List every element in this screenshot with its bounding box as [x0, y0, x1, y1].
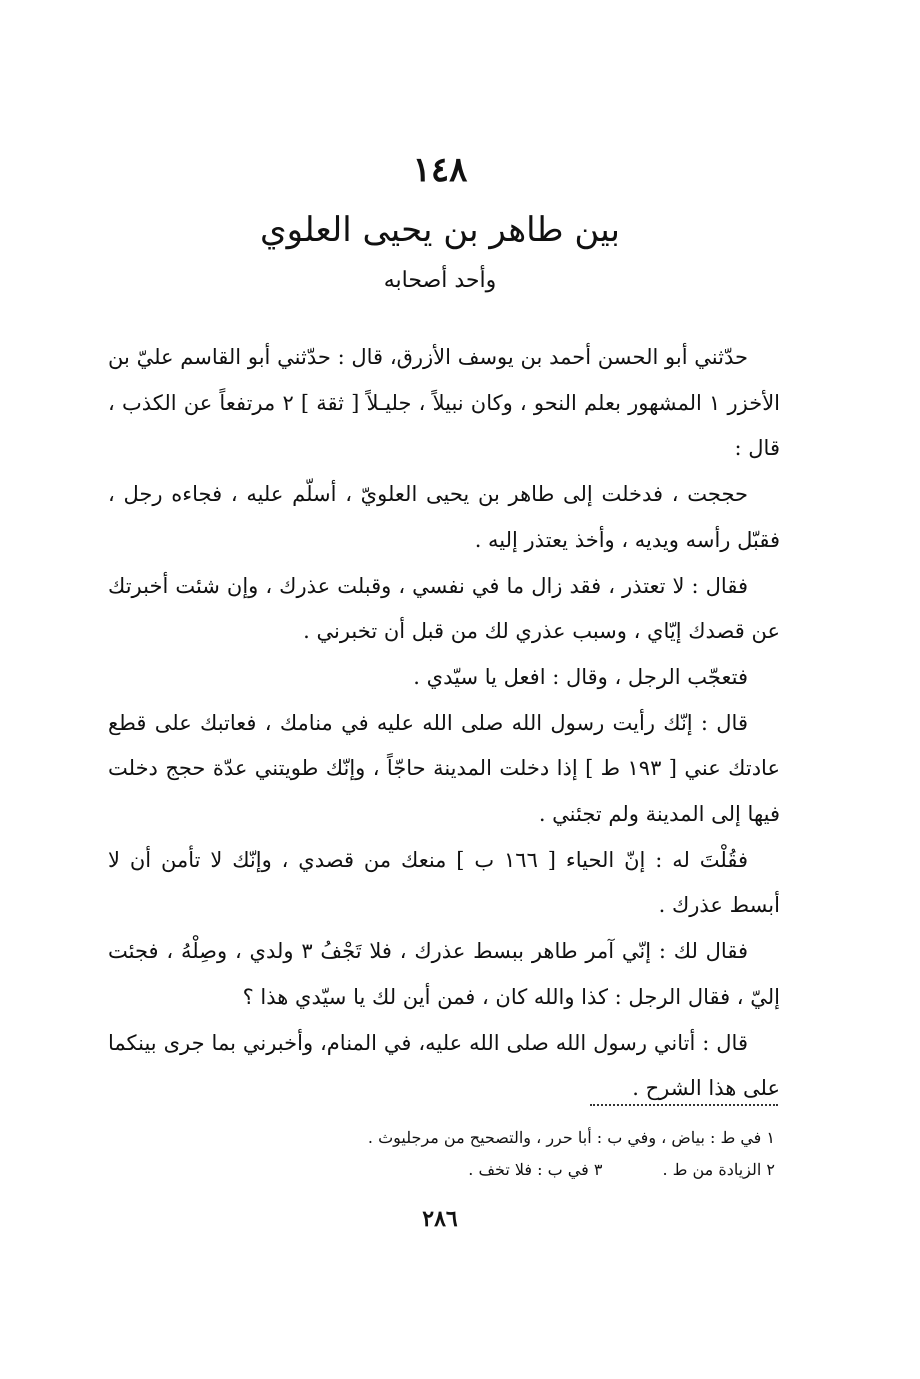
paragraph: فقُلْتَ له : إنّ الحياء [ ١٦٦ ب ] منعك من قصدي ، وإنّك لا تأمن أن لا أبسط عذرك . — [108, 847, 780, 918]
story-subtitle: وأحد أصحابه — [383, 268, 497, 293]
paragraph: قال : أتاني رسول الله صلى الله عليه، في المنام، وأخبرني بما جرى بينكما على هذا الشرح . — [108, 1030, 780, 1101]
paragraph: قال : إنّك رأيت رسول الله صلى الله عليه في منامك ، فعاتبك على قطع عادتك عني [ ١٩٣ ط ] إذا دخلت المدينة حاجّاً ، وإنّك طويتني عدّة حجج دخلت فيها إلى المدينة ولم تجئني . — [108, 710, 780, 827]
footnote-row — [230, 1154, 775, 1186]
footnote-1: ١ في ط : بياض ، وفي ب : أبا حرر ، والتصحيح من مرجليوث . — [367, 1128, 775, 1147]
footnote-2: ٢ الزيادة من ط . — [662, 1160, 775, 1179]
paragraph: حدّثني أبو الحسن أحمد بن يوسف الأزرق، قال : حدّثني أبو القاسم عليّ بن الأخزر ١ المشهور بعلم النحو ، وكان نبيلاً ، جليـلاً [ ثقة ] ٢ مرتفعاً عن الكذب ، قال : — [108, 345, 781, 461]
footnote-row — [230, 1122, 775, 1154]
story-number: ١٤٨ — [412, 150, 468, 190]
story-title: بين طاهر بن يحيى العلوي — [260, 210, 620, 250]
paragraph: حججت ، فدخلت إلى طاهر بن يحيى العلويّ ، أسلّم عليه ، فجاءه رجل ، فقبّل رأسه ويديه ، وأخذ يعتذر إليه . — [108, 482, 780, 552]
footnote-3: ٣ في ب : فلا تخف . — [468, 1160, 603, 1179]
footnotes — [230, 1122, 775, 1186]
footnote-divider — [590, 1104, 778, 1106]
footnote-gap — [602, 1154, 662, 1186]
paragraph: فقال لك : إنّي آمر طاهر ببسط عذرك ، فلا تَجْفُ ٣ ولدي ، وصِلْهُ ، فجئت إليّ ، فقال الرجل : كذا والله كان ، فمن أين لك يا سيّدي هذا ؟ — [108, 939, 780, 1009]
paragraph: فتعجّب الرجل ، وقال : افعل يا سيّدي . — [413, 664, 748, 689]
story-body — [108, 335, 780, 1112]
page-number: ٢٨٦ — [422, 1206, 458, 1232]
paragraph: فقال : لا تعتذر ، فقد زال ما في نفسي ، وقبلت عذرك ، وإن شئت أخبرتك عن قصدك إيّاي ، وسبب عذري لك من قبل أن تخبرني . — [108, 573, 780, 644]
